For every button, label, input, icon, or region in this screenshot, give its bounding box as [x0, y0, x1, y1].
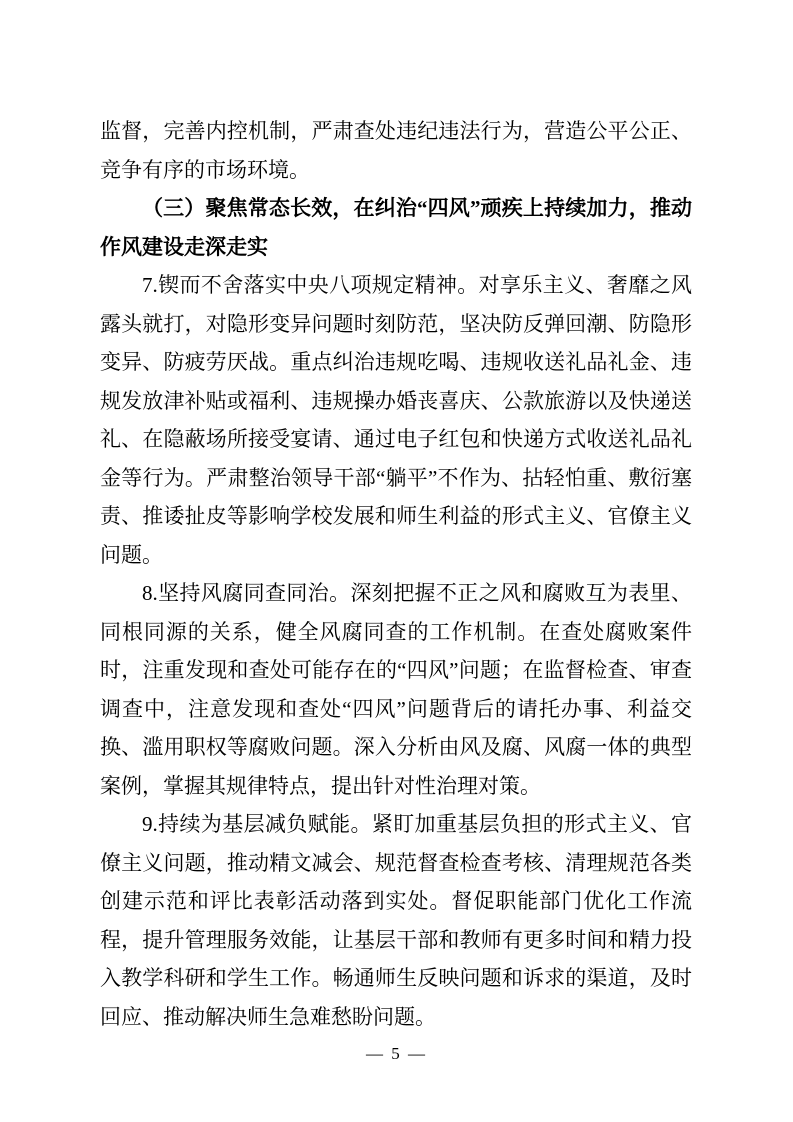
- section-heading: （三）聚焦常态长效，在纠治“四风”顽疾上持续加力，推动作风建设走深走实: [100, 196, 692, 259]
- paragraph-item-8: 8.坚持风腐同查同治。深刻把握不正之风和腐败互为表里、同根同源的关系，健全风腐同查的工作机制。在查处腐败案件时，注重发现和查处可能存在的“四风”问题；在监督检查、审查调查中，注意发现和查处“四风”问题背后的请托办事、利益交换、滥用职权等腐败问题。深入分析由风及腐、风腐一体的典型案例，掌握其规律特点，提出针对性治理对策。: [100, 581, 692, 798]
- page-number: — 5 —: [366, 1044, 427, 1063]
- document-body: [100, 112, 692, 1036]
- paragraph-item-9: 9.持续为基层减负赋能。紧盯加重基层负担的形式主义、官僚主义问题，推动精文减会、规范督查检查考核、清理规范各类创建示范和评比表彰活动落到实处。督促职能部门优化工作流程，提升管理服务效能，让基层干部和教师有更多时间和精力投入教学科研和学生工作。畅通师生反映问题和诉求的渠道，及时回应、推动解决师生急难愁盼问题。: [100, 812, 692, 1029]
- paragraph-continuation: 监督，完善内控机制，严肃查处违纪违法行为，营造公平公正、竞争有序的市场环境。: [100, 119, 692, 182]
- paragraph-item-7: 7.锲而不舍落实中央八项规定精神。对享乐主义、奢靡之风露头就打，对隐形变异问题时刻防范，坚决防反弹回潮、防隐形变异、防疲劳厌战。重点纠治违规吃喝、违规收送礼品礼金、违规发放津补贴或福利、违规操办婚丧喜庆、公款旅游以及快递送礼、在隐蔽场所接受宴请、通过电子红包和快递方式收送礼品礼金等行为。严肃整治领导干部“躺平”不作为、拈轻怕重、敷衍塞责、推诿扯皮等影响学校发展和师生利益的形式主义、官僚主义问题。: [100, 273, 692, 567]
